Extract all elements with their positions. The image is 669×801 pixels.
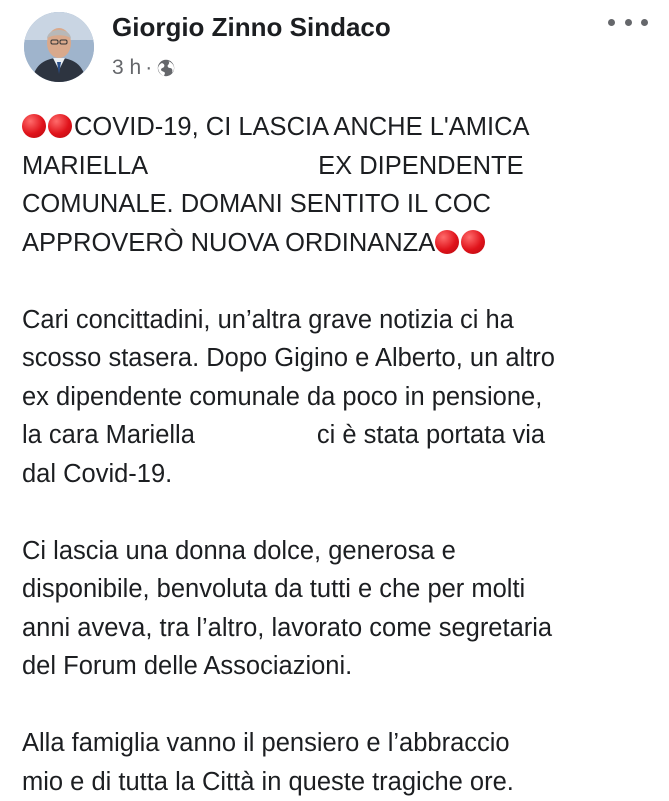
meta-separator: · bbox=[145, 56, 152, 80]
paragraph-line: Alla famiglia vanno il pensiero e l’abbraccio bbox=[22, 724, 662, 763]
paragraph-line: disponibile, benvoluta da tutti e che per molti bbox=[22, 570, 662, 609]
avatar[interactable] bbox=[24, 12, 94, 82]
headline-line bbox=[22, 224, 662, 263]
headline-line bbox=[22, 108, 662, 147]
headline-text: COVID-19, CI LASCIA ANCHE L'AMICA bbox=[74, 113, 530, 141]
headline-line bbox=[22, 147, 662, 186]
headline-line: COMUNALE. DOMANI SENTITO IL COC bbox=[22, 185, 662, 224]
post-header bbox=[18, 6, 648, 86]
author-name[interactable]: Giorgio Zinno Sindaco bbox=[112, 12, 391, 43]
paragraph-line: Ci lascia una donna dolce, generosa e bbox=[22, 532, 662, 571]
more-options-button[interactable] bbox=[608, 10, 648, 34]
red-circle-icon bbox=[435, 230, 459, 254]
more-dot-icon bbox=[625, 19, 632, 26]
more-dot-icon bbox=[608, 19, 615, 26]
more-dot-icon bbox=[641, 19, 648, 26]
profile-photo-icon bbox=[24, 12, 94, 82]
paragraph-line bbox=[22, 416, 662, 455]
paragraph-line: dal Covid-19. bbox=[22, 455, 662, 494]
paragraph-text: la cara Mariella bbox=[22, 421, 195, 449]
paragraph-line: mio e di tutta la Città in queste tragiche ore. bbox=[22, 763, 662, 801]
paragraph-line: del Forum delle Associazioni. bbox=[22, 647, 662, 686]
red-circle-icon bbox=[48, 114, 72, 138]
post-body bbox=[22, 108, 662, 801]
post-time[interactable]: 3 h bbox=[112, 56, 141, 80]
paragraph-line: scosso stasera. Dopo Gigino e Alberto, un altro bbox=[22, 339, 662, 378]
headline-text: APPROVERÒ NUOVA ORDINANZA bbox=[22, 229, 435, 257]
red-circle-icon bbox=[461, 230, 485, 254]
post-meta bbox=[112, 56, 176, 80]
globe-icon[interactable] bbox=[156, 58, 176, 78]
headline-text: EX DIPENDENTE bbox=[318, 152, 523, 180]
paragraph-text: ci è stata portata via bbox=[317, 421, 545, 449]
paragraph-line: ex dipendente comunale da poco in pensione, bbox=[22, 378, 662, 417]
headline-text: MARIELLA bbox=[22, 152, 148, 180]
paragraph-line: anni aveva, tra l’altro, lavorato come segretaria bbox=[22, 609, 662, 648]
paragraph-line: Cari concittadini, un’altra grave notizia ci ha bbox=[22, 301, 662, 340]
red-circle-icon bbox=[22, 114, 46, 138]
